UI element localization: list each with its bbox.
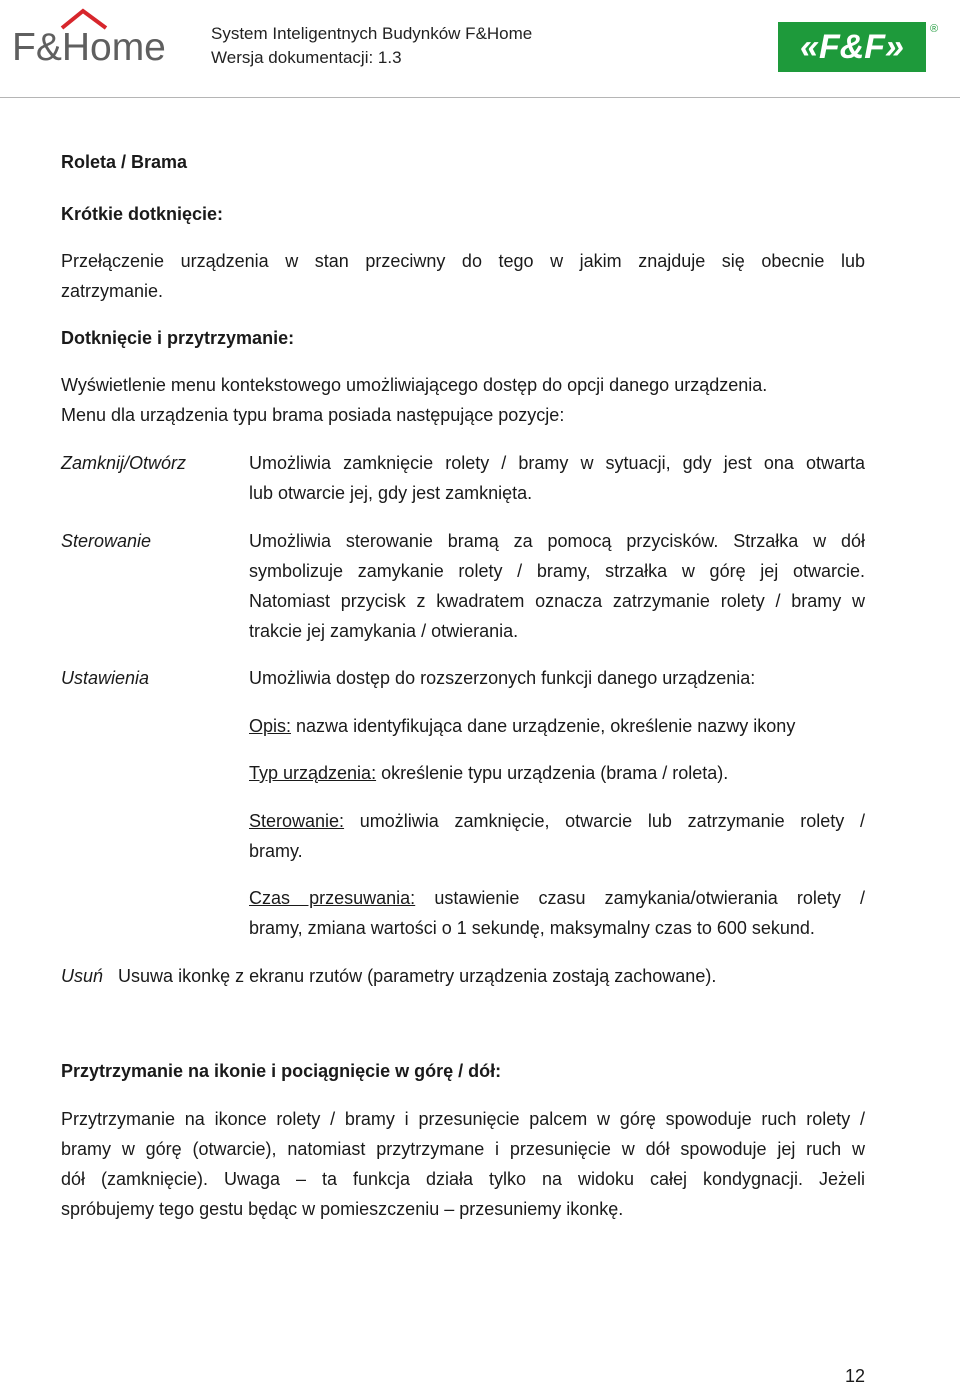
ff-logo-text: «F&F»: [800, 28, 904, 66]
paragraph-line: Przytrzymanie na ikonce rolety / bramy i przesunięcie palcem w górę spowoduje ruch rolety /: [61, 1109, 865, 1129]
definition-line: Umożliwia dostęp do rozszerzonych funkcji danego urządzenia:: [249, 668, 756, 688]
setting-device-type: [249, 758, 865, 788]
setting-line: [249, 883, 865, 913]
page-number: 12: [844, 1366, 865, 1386]
paragraph-line: dół (zamknięcie). Uwaga – ta funkcja działa tylko na widoku całej kondygnacji. Jeżeli: [61, 1169, 865, 1189]
menu-def-close-open: [249, 448, 865, 508]
fhome-logo-text: F&Home: [12, 26, 166, 66]
menu-def-delete: Usuwa ikonkę z ekranu rzutów (parametry urządzenia zostają zachowane).: [118, 966, 717, 986]
setting-travel-time: [249, 883, 865, 943]
section-title: Roleta / Brama: [61, 152, 188, 172]
menu-term-delete: Usuń: [61, 966, 104, 986]
setting-text: określenie typu urządzenia (brama / roleta).: [381, 763, 729, 783]
definition-line: Natomiast przycisk z kwadratem oznacza zatrzymanie rolety / bramy w: [249, 591, 865, 611]
definition-line: Umożliwia sterowanie bramą za pomocą przycisków. Strzałka w dół: [249, 531, 865, 551]
short-tap-text-line: zatrzymanie.: [61, 281, 164, 301]
document-version: Wersja dokumentacji: 1.3: [211, 48, 402, 67]
registered-mark: ®: [930, 23, 939, 35]
paragraph-line: bramy w górę (otwarcie), natomiast przytrzymane i przesunięcie w dół spowoduje jej ruch w: [61, 1139, 865, 1159]
definition-line: lub otwarcie jej, gdy jest zamknięta.: [249, 483, 533, 503]
setting-control: [249, 806, 865, 866]
setting-line: [249, 758, 865, 788]
drag-paragraph: [61, 1104, 865, 1224]
short-tap-text-line: Przełączenie urządzenia w stan przeciwny do tego w jakim znajduje się obecnie lub: [61, 251, 865, 271]
document-title: System Inteligentnych Budynków F&Home: [211, 24, 533, 43]
definition-line: trakcie jej zamykania / otwierania.: [249, 621, 519, 641]
setting-text: ustawienie czasu zamykania/otwierania rolety /: [434, 888, 865, 908]
setting-text: nazwa identyfikująca dane urządzenie, określenie nazwy ikony: [296, 716, 796, 736]
document-info: [211, 22, 532, 70]
setting-line: [249, 806, 865, 836]
definition-line: Umożliwia zamknięcie rolety / bramy w sytuacji, gdy jest ona otwarta: [249, 453, 865, 473]
menu-term-settings: Ustawienia: [61, 668, 150, 688]
drag-heading: Przytrzymanie na ikonie i pociągnięcie w górę / dół:: [61, 1061, 502, 1081]
menu-def-settings: [249, 663, 865, 693]
long-tap-text-line: Wyświetlenie menu kontekstowego umożliwiającego dostęp do opcji danego urządzenia.: [61, 375, 768, 395]
paragraph-line: spróbujemy tego gestu będąc w pomieszczeniu – przesuniemy ikonkę.: [61, 1199, 624, 1219]
setting-label: Opis:: [249, 716, 292, 736]
short-tap-heading: Krótkie dotknięcie:: [61, 204, 224, 224]
setting-label: Typ urządzenia:: [249, 763, 377, 783]
definition-line: symbolizuje zamykanie rolety / bramy, strzałka w górę jej otwarcie.: [249, 561, 865, 581]
setting-line: [249, 711, 865, 741]
menu-term-control: Sterowanie: [61, 531, 152, 551]
setting-line: bramy, zmiana wartości o 1 sekundę, maksymalny czas to 600 sekund.: [249, 918, 815, 938]
ff-logo: [778, 20, 942, 74]
setting-text: umożliwia zamknięcie, otwarcie lub zatrzymanie rolety /: [359, 811, 865, 831]
page-header: [0, 0, 960, 98]
menu-def-control: [249, 526, 865, 646]
setting-label: Czas przesuwania:: [249, 888, 416, 908]
menu-item-delete: [61, 961, 716, 991]
setting-label: Sterowanie:: [249, 811, 345, 831]
fhome-logo: [10, 4, 180, 66]
long-tap-heading: Dotknięcie i przytrzymanie:: [61, 328, 295, 348]
long-tap-text-line: Menu dla urządzenia typu brama posiada następujące pozycje:: [61, 405, 565, 425]
menu-term-close-open: Zamknij/Otwórz: [61, 453, 187, 473]
setting-line: bramy.: [249, 841, 303, 861]
setting-description: [249, 711, 865, 741]
